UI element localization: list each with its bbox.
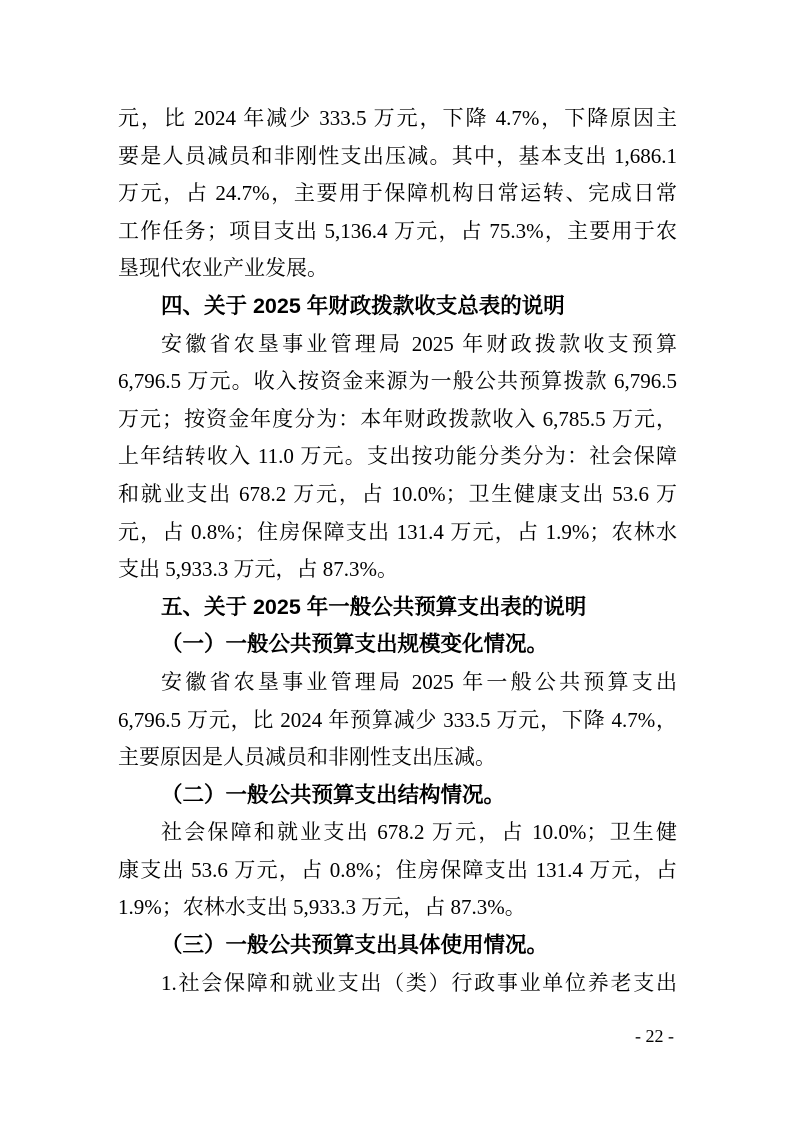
subsection-heading: （一）一般公共预算支出规模变化情况。 <box>161 632 549 657</box>
text-line: 社会保障和就业支出 678.2 万元，占 10.0%；卫生健 <box>161 820 677 845</box>
text-line: 安徽省农垦事业管理局 2025 年一般公共预算支出 <box>161 669 677 694</box>
page-number: - 22 - <box>635 1026 674 1046</box>
text-line: 1.9%；农林水支出 5,933.3 万元，占 87.3%。 <box>118 895 526 920</box>
document-body <box>118 100 677 1002</box>
text-line: 元，占 0.8%；住房保障支出 131.4 万元，占 1.9%；农林水 <box>118 519 677 544</box>
text-line: 6,796.5 万元，比 2024 年预算减少 333.5 万元，下降 4.7%， <box>118 707 677 732</box>
text-line: 主要原因是人员减员和非刚性支出压减。 <box>118 745 496 770</box>
text-line: 6,796.5 万元。收入按资金来源为一般公共预算拨款 6,796.5 <box>118 369 677 394</box>
section-heading: 五、关于 2025 年一般公共预算支出表的说明 <box>161 594 587 619</box>
text-line: 康支出 53.6 万元，占 0.8%；住房保障支出 131.4 万元，占 <box>118 857 677 882</box>
text-line: 支出 5,933.3 万元，占 87.3%。 <box>118 557 398 582</box>
text-line: 安徽省农垦事业管理局 2025 年财政拨款收支预算 <box>161 331 677 356</box>
text-line: 元，比 2024 年减少 333.5 万元，下降 4.7%，下降原因主 <box>118 106 677 130</box>
text-line: 垦现代农业产业发展。 <box>118 256 328 281</box>
section-heading: 四、关于 2025 年财政拨款收支总表的说明 <box>161 293 565 318</box>
text-line: 工作任务；项目支出 5,136.4 万元，占 75.3%，主要用于农 <box>118 218 677 243</box>
text-line: 要是人员减员和非刚性支出压减。其中，基本支出 1,686.1 <box>118 143 677 168</box>
subsection-heading: （三）一般公共预算支出具体使用情况。 <box>161 933 549 958</box>
text-line: 万元，占 24.7%，主要用于保障机构日常运转、完成日常 <box>118 181 677 206</box>
text-line: 和就业支出 678.2 万元，占 10.0%；卫生健康支出 53.6 万 <box>118 481 677 506</box>
text-line: 1.社会保障和就业支出（类）行政事业单位养老支出 <box>161 970 677 995</box>
text-line: 上年结转收入 11.0 万元。支出按功能分类分为：社会保障 <box>118 444 677 469</box>
text-line: 万元；按资金年度分为：本年财政拨款收入 6,785.5 万元， <box>118 406 677 431</box>
subsection-heading: （二）一般公共预算支出结构情况。 <box>161 782 506 807</box>
